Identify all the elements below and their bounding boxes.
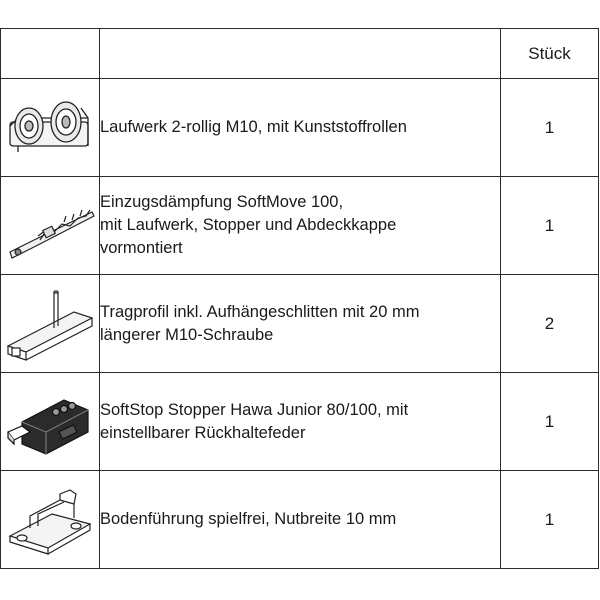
item-quantity: 1 bbox=[501, 79, 599, 177]
item-description bbox=[100, 79, 501, 177]
item-image-cell bbox=[1, 275, 100, 373]
item-description bbox=[100, 471, 501, 569]
item-image-cell bbox=[1, 79, 100, 177]
item-description bbox=[100, 275, 501, 373]
softstop-stopper-icon bbox=[4, 382, 96, 462]
item-quantity: 1 bbox=[501, 177, 599, 275]
parts-table bbox=[0, 28, 599, 569]
header-description-cell bbox=[100, 29, 501, 79]
item-quantity: 1 bbox=[501, 471, 599, 569]
item-quantity: 2 bbox=[501, 275, 599, 373]
description-line: Laufwerk 2-rollig M10, mit Kunststoffrollen bbox=[100, 118, 407, 136]
table-row bbox=[1, 471, 599, 569]
description-line: einstellbarer Rückhaltefeder bbox=[100, 423, 306, 442]
item-description bbox=[100, 177, 501, 275]
soft-close-damper-icon bbox=[4, 186, 96, 266]
description-line: längerer M10-Schraube bbox=[100, 325, 274, 344]
description-line: Tragprofil inkl. Aufhängeschlitten mit 20 mm bbox=[100, 302, 420, 321]
description-line: mit Laufwerk, Stopper und Abdeckkappe bbox=[100, 216, 397, 234]
table-row bbox=[1, 79, 599, 177]
item-description bbox=[100, 373, 501, 471]
table-row bbox=[1, 373, 599, 471]
table-row bbox=[1, 177, 599, 275]
item-image-cell bbox=[1, 177, 100, 275]
header-image-cell bbox=[1, 29, 100, 79]
item-image-cell bbox=[1, 373, 100, 471]
floor-guide-icon bbox=[4, 480, 96, 560]
item-quantity: 1 bbox=[501, 373, 599, 471]
description-line: Bodenführung spielfrei, Nutbreite 10 mm bbox=[100, 510, 397, 528]
support-profile-icon bbox=[4, 284, 96, 364]
roller-carriage-icon bbox=[4, 88, 96, 168]
item-image-cell bbox=[1, 471, 100, 569]
header-quantity-cell: Stück bbox=[501, 29, 599, 79]
table-header-row bbox=[1, 29, 599, 79]
description-line: SoftStop Stopper Hawa Junior 80/100, mit bbox=[100, 400, 409, 419]
description-line: Einzugsdämpfung SoftMove 100, bbox=[100, 193, 344, 211]
table-row bbox=[1, 275, 599, 373]
description-line: vormontiert bbox=[100, 239, 183, 257]
